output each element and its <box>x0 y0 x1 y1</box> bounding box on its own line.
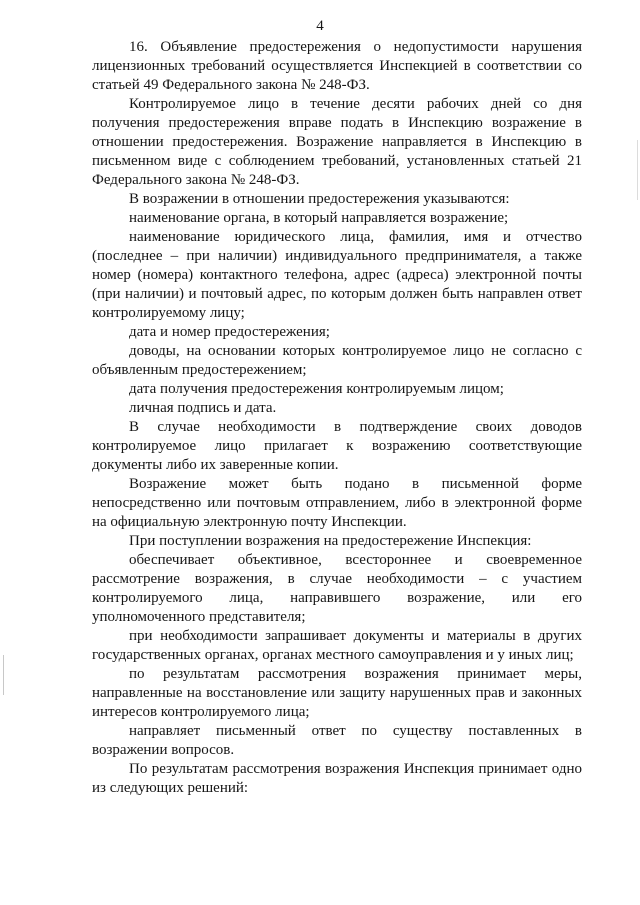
paragraph-objection-deadline: Контролируемое лицо в течение десяти рабочих дней со дня получения предостережения вправе подать в Инспекцию возражение в отношении предостережения. Возражение направляется в Инспекцию в письменном виде с соблюдением требований, установленных статьей 21 Федерального закона № 248-ФЗ. <box>92 96 582 188</box>
scan-edge-mark-right <box>637 140 638 200</box>
scan-edge-mark-left <box>3 655 4 695</box>
list-item-applicant-details: наименование юридического лица, фамилия, имя и отчество (последнее – при наличии) индивидуального предпринимателя, а также номер (номера) контактного телефона, адрес (адреса) электронной почты (при наличии) и почтовый адрес, по которым должен быть направлен ответ контролируемому лицу; <box>92 229 582 321</box>
paragraph-objection-contents-intro: В возражении в отношении предостережения указываются: <box>129 191 510 207</box>
list-item-restore-rights: по результатам рассмотрения возражения принимает меры, направленные на восстановление или защиту нарушенных прав и законных интересов контролируемого лица; <box>92 666 582 720</box>
page-number: 4 <box>316 18 324 34</box>
paragraph-inspection-actions-intro: При поступлении возражения на предостережение Инспекция: <box>129 533 532 549</box>
paragraph-submission-methods: Возражение может быть подано в письменной форме непосредственно или почтовым отправлением, либо в электронной форме на официальную электронную почту Инспекции. <box>92 476 582 530</box>
list-item-written-answer: направляет письменный ответ по существу поставленных в возражении вопросов. <box>92 723 582 758</box>
list-item-signature-date: личная подпись и дата. <box>129 400 277 416</box>
list-item-objective-review: обеспечивает объективное, всестороннее и своевременное рассмотрение возражения, в случае необходимости – с участием контролируемого лица, направившего возражение, или его уполномоченного представителя; <box>92 552 582 625</box>
list-item-warning-date-number: дата и номер предостережения; <box>129 324 330 340</box>
document-body <box>92 38 582 798</box>
paragraph-clause-16: 16. Объявление предостережения о недопустимости нарушения лицензионных требований осуществляется Инспекцией в соответствии со статьей 49 Федерального закона № 248-ФЗ. <box>92 39 582 93</box>
list-item-receipt-date: дата получения предостережения контролируемым лицом; <box>129 381 504 397</box>
list-item-authority-name: наименование органа, в который направляется возражение; <box>129 210 509 226</box>
paragraph-decisions-intro: По результатам рассмотрения возражения Инспекция принимает одно из следующих решений: <box>92 761 582 796</box>
paragraph-supporting-documents: В случае необходимости в подтверждение своих доводов контролируемое лицо прилагает к возражению соответствующие документы либо их заверенные копии. <box>92 419 582 473</box>
list-item-request-documents: при необходимости запрашивает документы и материалы в других государственных органах, органах местного самоуправления и у иных лиц; <box>92 628 582 663</box>
list-item-arguments: доводы, на основании которых контролируемое лицо не согласно с объявленным предостережением; <box>92 343 582 378</box>
